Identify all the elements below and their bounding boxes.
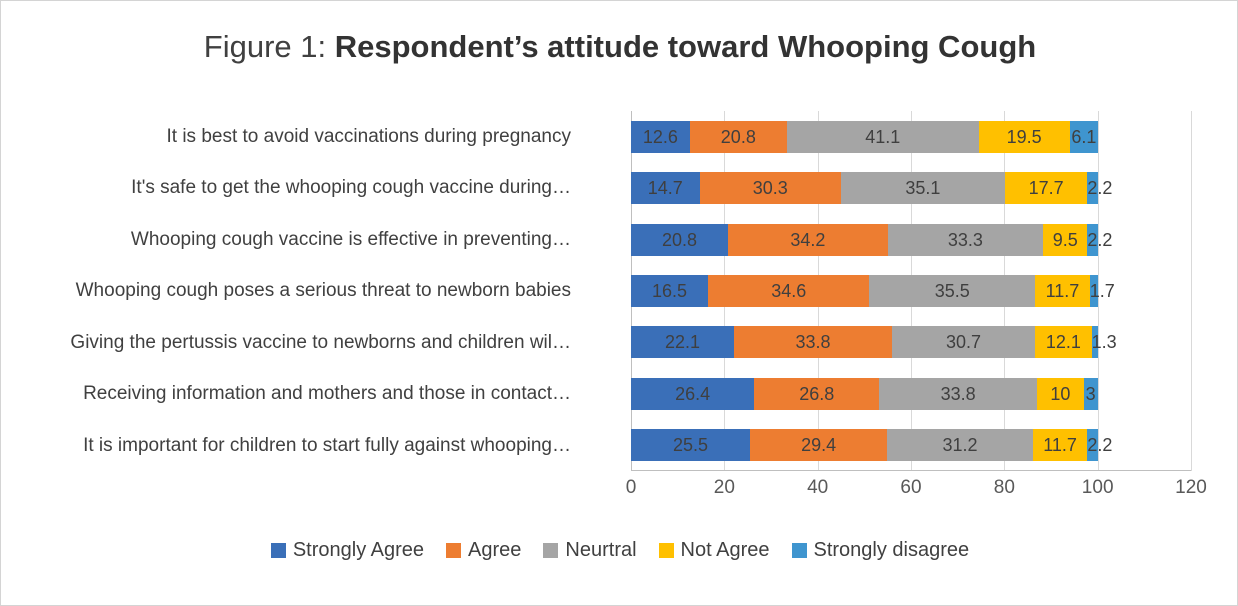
bar-segment-value: 12.6 <box>642 126 678 147</box>
bar-segment-value: 31.2 <box>942 435 978 456</box>
bar-segment-value: 25.5 <box>672 435 709 456</box>
legend-label: Strongly disagree <box>813 539 970 561</box>
bar-segment <box>887 429 1033 461</box>
bar-segment <box>754 378 879 410</box>
bar-segment-value: 34.2 <box>790 229 826 250</box>
bar-segment <box>841 172 1005 204</box>
bar-row <box>166 111 1191 162</box>
bar-segment <box>1084 378 1098 410</box>
category-label: Whooping cough vaccine is effective in preventing… <box>130 228 571 250</box>
bar-segment-value: 19.5 <box>1006 126 1042 147</box>
bar-segment-value: 26.4 <box>675 383 711 404</box>
legend-item[interactable] <box>792 539 970 562</box>
category-label: Receiving information and mothers and those in contact… <box>83 383 571 405</box>
bar-segment <box>631 224 728 256</box>
chart-legend <box>1 539 1238 562</box>
plot-area <box>70 111 1207 498</box>
bar-track <box>631 121 1191 153</box>
bar-segment-value: 29.4 <box>801 435 837 456</box>
bar-segment <box>787 121 979 153</box>
bar-segment <box>1087 429 1113 461</box>
bar-segment <box>734 326 892 358</box>
bar-segment-value: 1.3 <box>1091 332 1117 353</box>
legend-swatch <box>659 543 674 558</box>
bar-segment-value: 35.1 <box>905 178 941 199</box>
bar-segment <box>1035 275 1090 307</box>
bar-segment <box>631 429 750 461</box>
bar-segment <box>728 224 888 256</box>
bar-segment-value: 30.7 <box>945 332 982 353</box>
x-tick-label: 0 <box>625 477 637 498</box>
bar-segment-value: 30.3 <box>752 178 788 199</box>
bar-segment-value: 1.7 <box>1089 280 1115 301</box>
bar-segment-value: 20.8 <box>720 126 756 147</box>
bar-segment <box>631 121 690 153</box>
bar-segment <box>1037 378 1084 410</box>
bar-segment <box>750 429 887 461</box>
bar-segment-value: 14.7 <box>647 178 683 199</box>
legend-label: Neurtral <box>565 539 637 561</box>
bar-segment-value: 41.1 <box>865 126 901 147</box>
category-label: It is best to avoid vaccinations during pregnancy <box>166 126 571 147</box>
category-label: It is important for children to start fully against whooping… <box>83 434 571 456</box>
legend-item[interactable] <box>659 539 770 562</box>
bar-segment <box>1087 172 1113 204</box>
bar-track <box>631 326 1191 358</box>
bar-segment <box>869 275 1035 307</box>
bar-segment-value: 22.1 <box>665 332 701 353</box>
bar-row <box>70 317 1191 368</box>
legend-item[interactable] <box>543 539 636 562</box>
legend-item[interactable] <box>446 539 521 562</box>
bar-segment <box>979 121 1070 153</box>
legend-label: Not Agree <box>680 539 770 561</box>
legend-swatch <box>543 543 558 558</box>
category-label: It's safe to get the whooping cough vaccine during… <box>131 177 571 199</box>
bar-row <box>131 162 1191 213</box>
bar-segment-value: 3 <box>1085 383 1096 404</box>
bar-segment-value: 9.5 <box>1052 229 1078 250</box>
bar-row <box>83 368 1191 419</box>
bar-segment-value: 6.1 <box>1071 126 1097 147</box>
bar-segment-value: 35.5 <box>934 280 970 301</box>
bar-segment-value: 10 <box>1050 383 1071 404</box>
bar-segment <box>1043 224 1087 256</box>
bar-segment-value: 34.6 <box>771 280 807 301</box>
bar-segment <box>631 326 734 358</box>
x-tick-label: 120 <box>1175 477 1207 498</box>
bar-segment <box>1089 275 1115 307</box>
category-label: Whooping cough poses a serious threat to newborn babies <box>75 280 571 302</box>
bar-segment-value: 33.3 <box>947 229 983 250</box>
legend-swatch <box>271 543 286 558</box>
bar-segment <box>1070 121 1098 153</box>
bar-segment-value: 11.7 <box>1043 435 1077 456</box>
bar-segment-value: 12.1 <box>1045 332 1081 353</box>
bar-segment <box>1033 429 1088 461</box>
bar-segment <box>700 172 841 204</box>
bar-row <box>130 214 1191 265</box>
x-tick-label: 60 <box>900 477 922 498</box>
gridline <box>1191 111 1192 471</box>
bar-segment <box>631 172 700 204</box>
bar-segment <box>892 326 1035 358</box>
bar-segment <box>708 275 869 307</box>
bar-segment <box>1087 224 1113 256</box>
bar-segment <box>879 378 1037 410</box>
bar-segment-value: 33.8 <box>795 332 831 353</box>
bar-row <box>83 420 1191 471</box>
bar-track <box>631 429 1191 461</box>
bar-segment <box>690 121 787 153</box>
bar-track <box>631 378 1191 410</box>
bar-segment-value: 33.8 <box>940 383 976 404</box>
x-tick-label: 100 <box>1081 477 1114 498</box>
legend-swatch <box>446 543 461 558</box>
chart-title <box>1 29 1238 65</box>
legend-label: Agree <box>468 539 522 561</box>
bar-segment <box>1005 172 1088 204</box>
bar-segment <box>631 275 708 307</box>
bar-segment <box>1035 326 1091 358</box>
bar-track <box>631 275 1191 307</box>
chart-title-prefix: Figure 1: <box>203 29 335 64</box>
bar-segment-value: 2.2 <box>1087 178 1113 199</box>
bar-segment <box>631 378 754 410</box>
bar-segment-value: 20.8 <box>662 229 698 250</box>
legend-swatch <box>792 543 807 558</box>
bar-track <box>631 172 1191 204</box>
bar-row <box>75 265 1191 316</box>
bar-segment <box>1091 326 1117 358</box>
chart-title-main: Respondent’s attitude toward Whooping Cough <box>334 29 1037 64</box>
bar-segment-value: 17.7 <box>1028 178 1064 199</box>
category-label: Giving the pertussis vaccine to newborns and children wil… <box>70 331 571 353</box>
x-tick-label: 40 <box>807 477 829 498</box>
bar-segment-value: 11.7 <box>1045 280 1080 301</box>
x-tick-label: 80 <box>993 477 1015 498</box>
bar-segment-value: 2.2 <box>1087 229 1113 250</box>
bar-segment <box>888 224 1043 256</box>
bar-segment-value: 26.8 <box>799 383 835 404</box>
bar-segment-value: 16.5 <box>651 280 688 301</box>
legend-item[interactable] <box>271 539 424 562</box>
x-tick-label: 20 <box>713 477 735 498</box>
bar-track <box>631 224 1191 256</box>
bar-segment-value: 2.2 <box>1087 435 1113 456</box>
legend-label: Strongly Agree <box>292 539 425 561</box>
